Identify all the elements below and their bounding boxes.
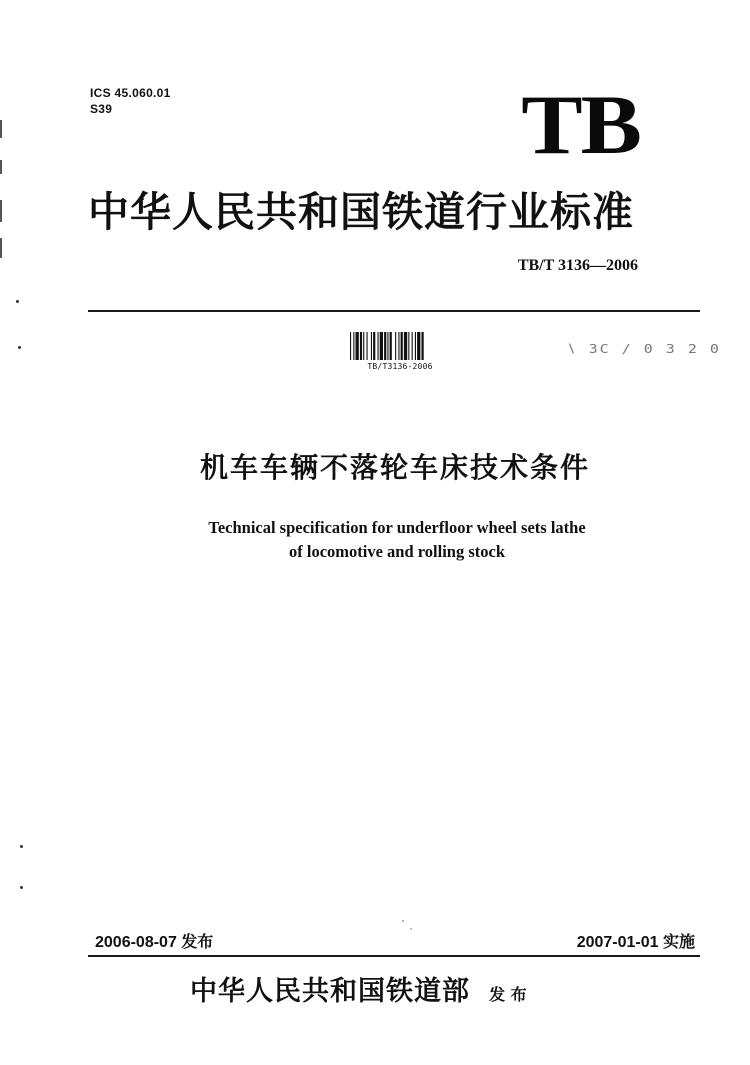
scan-edge-mark (0, 120, 2, 138)
publisher-name: 中华人民共和国铁道部 (190, 976, 470, 1007)
scan-edge-mark (0, 200, 2, 222)
bottom-rule (88, 955, 700, 957)
scan-edge-mark (0, 160, 2, 174)
scan-speck (16, 300, 19, 303)
barcode-image (350, 332, 450, 360)
standard-category: 中华人民共和国铁道行业标准 (88, 188, 634, 236)
publisher-line (190, 974, 527, 1013)
document-title-en-line2: of locomotive and rolling stock (288, 542, 506, 561)
dates-row (95, 932, 695, 954)
scan-speck (20, 845, 23, 848)
document-title-en-line1: Technical specification for underfloor wheel sets lathe (208, 518, 586, 537)
stamp-number: ∖ 3C / 0 3 2 0 (566, 341, 721, 357)
scan-speck (410, 928, 412, 930)
issue-date: 2006-08-07 发布 (95, 934, 214, 951)
scan-edge-mark (0, 238, 2, 258)
scan-speck (402, 920, 404, 922)
ics-code: ICS 45.060.01 (90, 86, 171, 100)
scan-speck (18, 346, 21, 349)
publisher-action: 发 布 (489, 985, 527, 1004)
classification-block (90, 85, 171, 117)
tb-logo: TB (521, 77, 640, 172)
document-title-en (0, 516, 750, 564)
class-code: S39 (90, 102, 113, 116)
barcode-text: TB/T3136-2006 (367, 362, 433, 371)
standard-code: TB/T 3136—2006 (517, 257, 638, 274)
implementation-date: 2007-01-01 实施 (576, 934, 695, 951)
scan-speck (20, 886, 23, 889)
top-rule (88, 310, 700, 312)
document-title-cn: 机车车辆不落轮车床技术条件 (199, 451, 590, 484)
barcode (350, 332, 450, 372)
